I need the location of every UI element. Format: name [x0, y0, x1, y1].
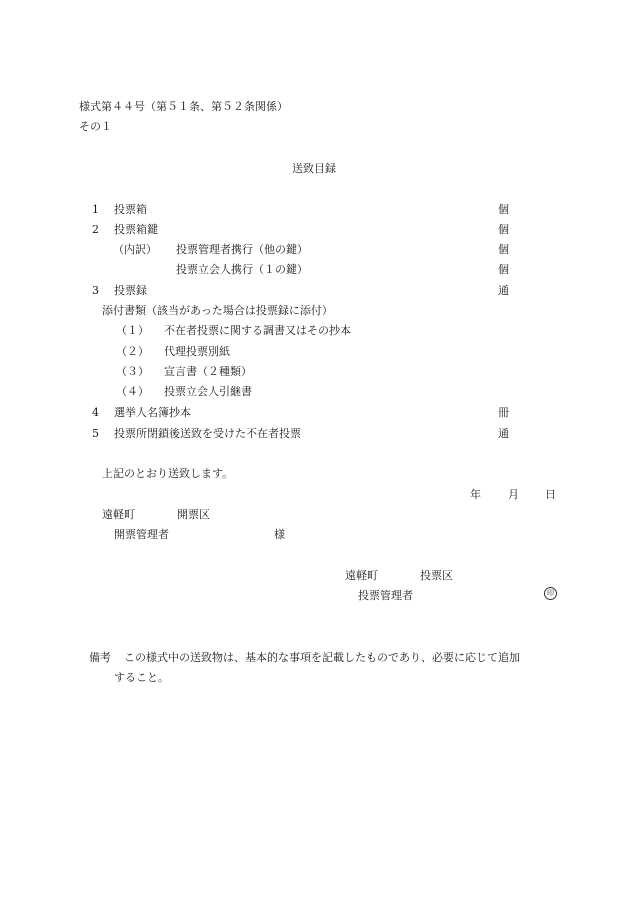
sender-district: 投票区	[420, 569, 453, 582]
statement-text: 上記のとおり送致します。	[102, 467, 234, 480]
item-3-unit: 通	[498, 284, 509, 297]
attachment-3-label: 宣言書（２種類）	[164, 365, 252, 378]
item-1-unit: 個	[498, 203, 509, 216]
item-1-label: 投票箱	[114, 203, 147, 216]
date-month: 月	[508, 488, 519, 501]
addressee-honorific: 様	[274, 528, 285, 541]
attachment-2-label: 代理投票別紙	[164, 345, 230, 358]
remarks-line-2: すること。	[114, 671, 169, 684]
attachment-2-number: （２）	[116, 345, 149, 358]
attachments-label: 添付書類（該当があった場合は投票録に添付）	[102, 304, 333, 317]
form-number: 様式第４４号（第５１条、第５２条関係）	[79, 100, 288, 113]
item-2-unit: 個	[498, 223, 509, 236]
item-2-number: 2	[92, 223, 99, 236]
attachment-1-number: （１）	[116, 324, 149, 337]
item-3-label: 投票録	[114, 284, 147, 297]
item-5-number: 5	[92, 427, 99, 440]
sender-town: 遠軽町	[345, 569, 378, 582]
item-4-number: 4	[92, 406, 99, 419]
item-3-number: 3	[92, 284, 99, 297]
item-5-unit: 通	[498, 427, 509, 440]
breakdown-b-unit: 個	[498, 263, 509, 276]
item-2-label: 投票箱鍵	[114, 223, 158, 236]
breakdown-a-unit: 個	[498, 243, 509, 256]
breakdown-b-label: 投票立会人携行（１の鍵）	[176, 263, 308, 276]
remarks-line-1: この様式中の送致物は、基本的な事項を記載したものであり、必要に応じて追加	[124, 651, 520, 664]
addressee-district: 開票区	[177, 508, 210, 521]
attachment-1-label: 不在者投票に関する調書又はその抄本	[164, 324, 351, 337]
document-title: 送致目録	[292, 162, 336, 175]
item-5-label: 投票所閉鎖後送致を受けた不在者投票	[114, 427, 301, 440]
addressee-title: 開票管理者	[114, 528, 169, 541]
breakdown-label: （内訳）	[113, 243, 157, 256]
form-part: その１	[79, 120, 112, 133]
date-year: 年	[470, 488, 481, 501]
item-4-label: 選挙人名簿抄本	[114, 406, 191, 419]
item-1-number: 1	[92, 203, 99, 216]
item-4-unit: 冊	[498, 406, 509, 419]
breakdown-a-label: 投票管理者携行（他の鍵）	[176, 243, 308, 256]
date-day: 日	[545, 488, 556, 501]
remarks-label: 備考	[89, 651, 111, 664]
attachment-3-number: （３）	[116, 365, 149, 378]
sender-title: 投票管理者	[358, 589, 413, 602]
addressee-town: 遠軽町	[102, 508, 135, 521]
attachment-4-number: （４）	[116, 385, 149, 398]
seal-mark-icon: 印	[544, 587, 557, 600]
attachment-4-label: 投票立会人引継書	[164, 385, 252, 398]
